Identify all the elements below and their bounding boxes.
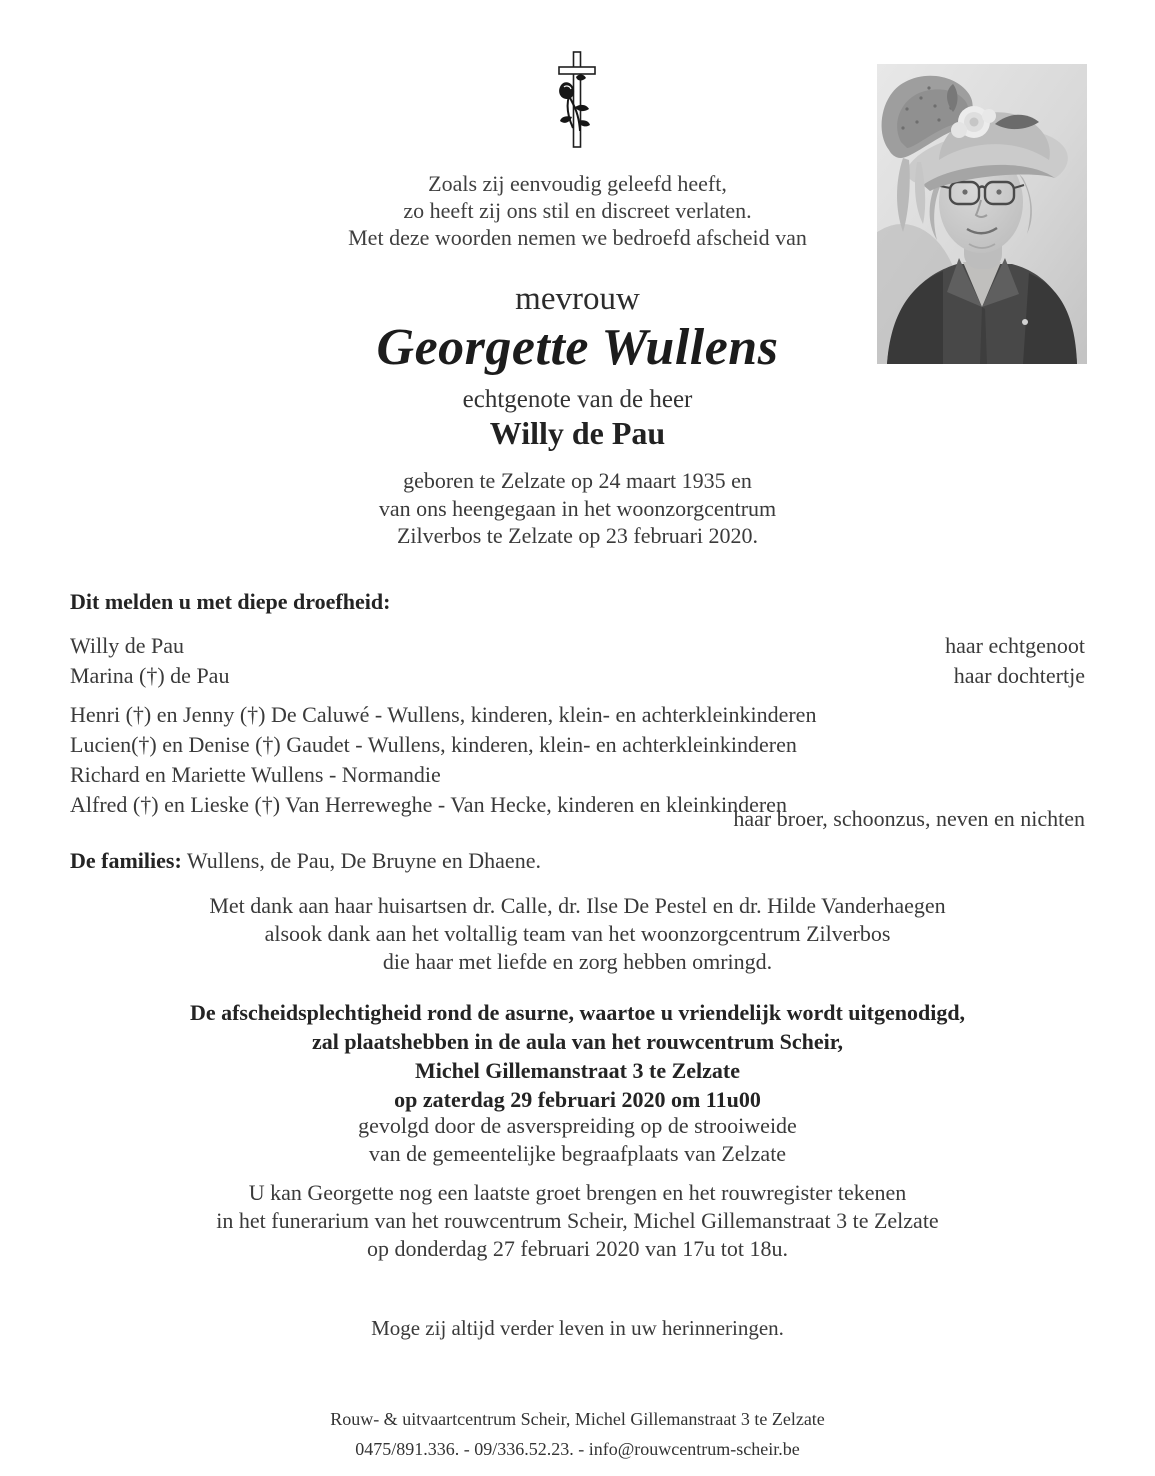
mourner-row: [70, 661, 1085, 691]
mourner-name: Willy de Pau: [70, 633, 184, 658]
spouse-name: Willy de Pau: [489, 415, 666, 451]
visitation-line-1: U kan Georgette nog een laatste groet brengen en het rouwregister tekenen: [248, 1180, 907, 1205]
thanks-paragraph: [0, 892, 1155, 976]
birth-line: geboren te Zelzate op 24 maart 1935 en: [403, 468, 752, 493]
spouse-relation-label: echtgenote van de heer: [462, 386, 693, 413]
epigraph-line-2: zo heeft zij ons stil en discreet verlaten.: [403, 198, 752, 223]
family-relation: haar broer, schoonzus, neven en nichten: [733, 806, 1085, 831]
announcement-heading: Dit melden u met diepe droefheid:: [70, 589, 391, 614]
ceremony-paragraph: [0, 998, 1155, 1114]
epigraph-line-3: Met deze woorden nemen we bedroefd afscheid van: [348, 225, 807, 250]
mourner-relation: haar dochtertje: [953, 663, 1085, 688]
thanks-line-3: die haar met liefde en zorg hebben omringd.: [382, 949, 773, 974]
epigraph: [0, 170, 1155, 251]
ceremony-datetime: op zaterdag 29 februari 2020 om 11u00: [394, 1087, 761, 1112]
families-names: Wullens, de Pau, De Bruyne en Dhaene.: [181, 848, 541, 873]
funeral-home-footer: [0, 1404, 1155, 1464]
family-line-2: Lucien(†) en Denise (†) Gaudet - Wullens, kinderen, klein- en achterkleinkinderen: [70, 732, 797, 757]
thanks-line-1: Met dank aan haar huisartsen dr. Calle, dr. Ilse De Pestel en dr. Hilde Vanderhaegen: [209, 893, 946, 918]
epigraph-line-1: Zoals zij eenvoudig geleefd heeft,: [428, 171, 727, 196]
ceremony-line-1: De afscheidsplechtigheid rond de asurne, waartoe u vriendelijk wordt uitgenodigd,: [189, 1000, 966, 1025]
death-line-2: Zilverbos te Zelzate op 23 februari 2020.: [396, 523, 759, 548]
mourner-relation: haar echtgenoot: [945, 633, 1085, 658]
deceased-prefix: mevrouw: [515, 281, 640, 317]
visitation-line-3: op donderdag 27 februari 2020 van 17u tot 18u.: [367, 1236, 788, 1261]
family-line-3: Richard en Mariette Wullens - Normandie: [70, 762, 441, 787]
ceremony-address: Michel Gillemanstraat 3 te Zelzate: [414, 1058, 740, 1083]
family-line-1: Henri (†) en Jenny (†) De Caluwé - Wullens, kinderen, klein- en achterkleinkinderen: [70, 702, 817, 727]
families-label: De families:: [70, 848, 182, 873]
scattering-line-1: gevolgd door de asverspreiding op de strooiweide: [358, 1113, 797, 1138]
family-line-4: Alfred (†) en Lieske (†) Van Herreweghe - Van Hecke, kinderen en kleinkinderen: [70, 792, 787, 817]
life-dates: [0, 467, 1155, 550]
visitation-paragraph: [0, 1179, 1155, 1263]
thanks-line-2: alsook dank aan het voltallig team van het woonzorgcentrum Zilverbos: [264, 921, 891, 946]
deceased-name: Georgette Wullens: [376, 319, 779, 376]
family-list: [70, 700, 816, 820]
mourner-row: [70, 631, 1085, 661]
scattering-line-2: van de gemeentelijke begraafplaats van Zelzate: [368, 1141, 787, 1166]
visitation-line-2: in het funerarium van het rouwcentrum Scheir, Michel Gillemanstraat 3 te Zelzate: [216, 1208, 939, 1233]
families-line: [70, 848, 541, 874]
mourner-list: [70, 631, 1085, 691]
closing-sentence: Moge zij altijd verder leven in uw herinneringen.: [371, 1316, 784, 1340]
footer-contact: 0475/891.336. - 09/336.52.23. - info@rouwcentrum-scheir.be: [355, 1439, 800, 1459]
ceremony-line-2: zal plaatshebben in de aula van het rouwcentrum Scheir,: [311, 1029, 844, 1054]
cross-with-rose-icon: [549, 50, 605, 150]
footer-address: Rouw- & uitvaartcentrum Scheir, Michel Gillemanstraat 3 te Zelzate: [330, 1409, 825, 1429]
scattering-paragraph: [0, 1112, 1155, 1168]
mourner-name: Marina (†) de Pau: [70, 663, 230, 688]
death-line-1: van ons heengegaan in het woonzorgcentrum: [378, 495, 777, 521]
